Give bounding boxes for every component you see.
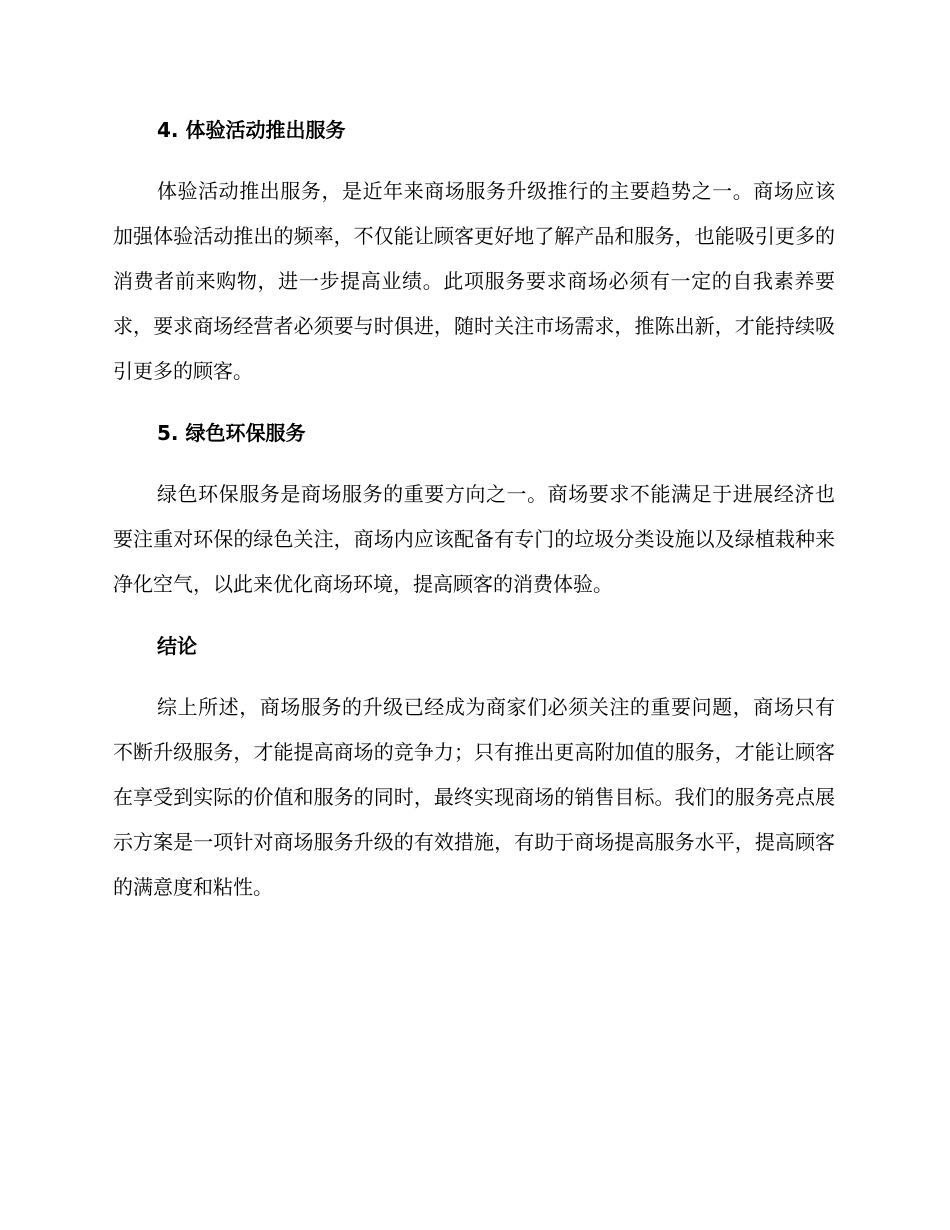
section-body-conclusion: 综上所述，商场服务的升级已经成为商家们必须关注的重要问题，商场只有不断升级服务，才能提高商场的竞争力；只有推出更高附加值的服务，才能让顾客在享受到实际的价值和服务的同时，最终实现商场的销售目标。我们的服务亮点展示方案是一项针对商场服务升级的有效措施，有助于商场提高服务水平，提高顾客的满意度和粘性。 <box>113 695 835 899</box>
spacer <box>113 607 835 629</box>
document-content <box>113 113 835 910</box>
section-heading-conclusion: 结论 <box>157 634 197 658</box>
section-heading-green-environment: 5. 绿色环保服务 <box>157 421 306 445</box>
spacer <box>113 147 835 169</box>
spacer <box>113 450 835 472</box>
spacer <box>113 663 835 685</box>
section-body-experience-activities: 体验活动推出服务，是近年来商场服务升级推行的主要趋势之一。商场应该加强体验活动推出的频率，不仅能让顾客更好地了解产品和服务，也能吸引更多的消费者前来购物，进一步提高业绩。此项服务要求商场必须有一定的自我素养要求，要求商场经营者必须要与时俱进，随时关注市场需求，推陈出新，才能持续吸引更多的顾客。 <box>113 179 835 383</box>
spacer <box>113 394 835 416</box>
section-heading-experience-activities: 4. 体验活动推出服务 <box>157 118 346 142</box>
section-body-green-environment: 绿色环保服务是商场服务的重要方向之一。商场要求不能满足于进展经济也要注重对环保的绿色关注，商场内应该配备有专门的垃圾分类设施以及绿植栽种来净化空气，以此来优化商场环境，提高顾客的消费体验。 <box>113 482 835 596</box>
